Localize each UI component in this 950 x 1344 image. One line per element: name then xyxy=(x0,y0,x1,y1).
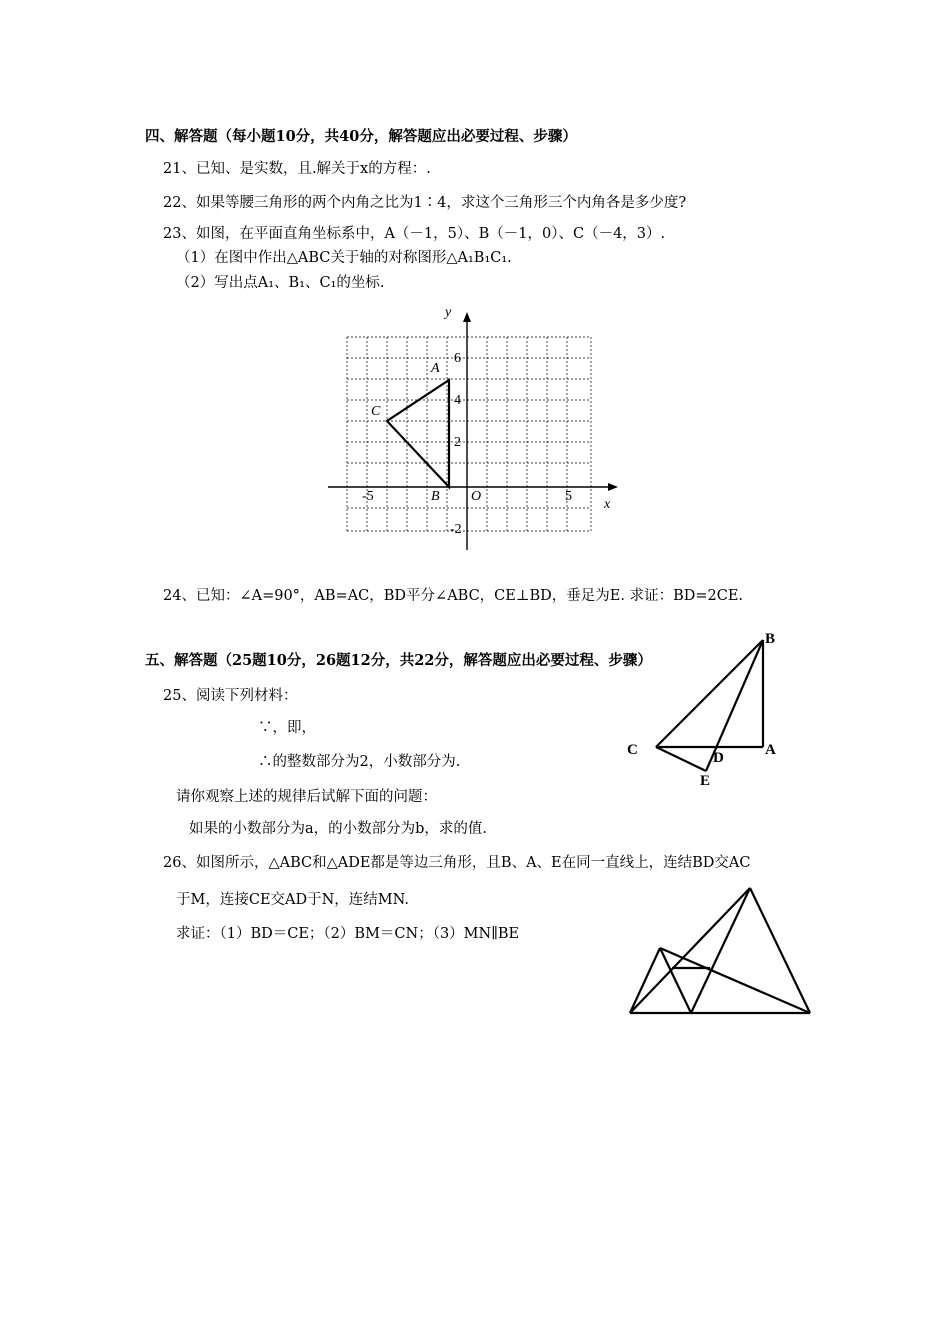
label-point-a: A xyxy=(431,361,440,376)
question-25-line2: ∴的整数部分为2，小数部分为. xyxy=(258,754,461,770)
fig24-label-a: A xyxy=(765,742,776,758)
question-24: 24、已知：∠A=90°，AB=AC，BD平分∠ABC，CE⊥BD，垂足为E. 求证：BD=2CE. xyxy=(163,588,744,604)
section4-heading: 四、解答题（每小题10分，共40分，解答题应出必要过程、步骤） xyxy=(145,128,577,145)
tick-x-neg5: -5 xyxy=(362,489,374,504)
fig24-label-e: E xyxy=(700,773,711,789)
y-axis-arrow xyxy=(463,312,471,322)
tick-y-2: 2 xyxy=(454,435,461,450)
tick-y-4: 4 xyxy=(454,393,461,408)
question-26-figure xyxy=(620,880,820,1020)
label-point-c: C xyxy=(371,404,381,419)
label-y-axis: y xyxy=(445,305,452,320)
triangle-abc xyxy=(387,380,449,487)
question-23-part1: （1）在图中作出△ABC关于轴的对称图形△A₁B₁C₁. xyxy=(176,250,512,266)
coordinate-grid-figure xyxy=(320,300,620,560)
label-x-axis: x xyxy=(604,497,611,512)
section5-heading: 五、解答题（25题10分，26题12分，共22分，解答题应出必要过程、步骤） xyxy=(145,652,652,669)
question-22: 22、如果等腰三角形的两个内角之比为1∶4，求这个三角形三个内角各是多少度? xyxy=(163,195,687,211)
x-axis-arrow xyxy=(608,483,618,491)
fig24-label-d: D xyxy=(713,750,724,766)
question-26-continued: 于M，连接CE交AD于N，连结MN. xyxy=(176,892,410,908)
question-26-proof: 求证：（1）BD＝CE；（2）BM＝CN；（3）MN∥BE xyxy=(176,926,520,942)
question-24-figure xyxy=(620,625,790,790)
fig24-label-b: B xyxy=(765,631,776,647)
tick-y-neg2: -2 xyxy=(450,522,462,537)
question-23-part2: （2）写出点A₁、B₁、C₁的坐标. xyxy=(176,275,385,291)
question-25-line1: ∵，即， xyxy=(258,720,316,736)
question-25-line3: 请你观察上述的规律后试解下面的问题： xyxy=(176,789,437,805)
label-point-b: B xyxy=(431,489,440,504)
question-23: 23、如图，在平面直角坐标系中，A（－1，5）、B（－1，0）、C（－4，3）. xyxy=(163,226,666,242)
fig24-label-c: C xyxy=(627,742,638,758)
question-25: 25、阅读下列材料： xyxy=(163,688,298,704)
question-25-line4: 如果的小数部分为a，的小数部分为b，求的值. xyxy=(189,821,488,837)
tick-y-6: 6 xyxy=(454,351,461,366)
grid-lines xyxy=(347,337,591,531)
axes xyxy=(328,318,610,550)
label-origin: O xyxy=(471,489,482,504)
question-26: 26、如图所示，△ABC和△ADE都是等边三角形，且B、A、E在同一直线上，连结BD交AC xyxy=(163,855,751,871)
tick-x-5: 5 xyxy=(565,489,572,504)
question-21: 21、已知、是实数，且.解关于x的方程：. xyxy=(163,161,431,177)
